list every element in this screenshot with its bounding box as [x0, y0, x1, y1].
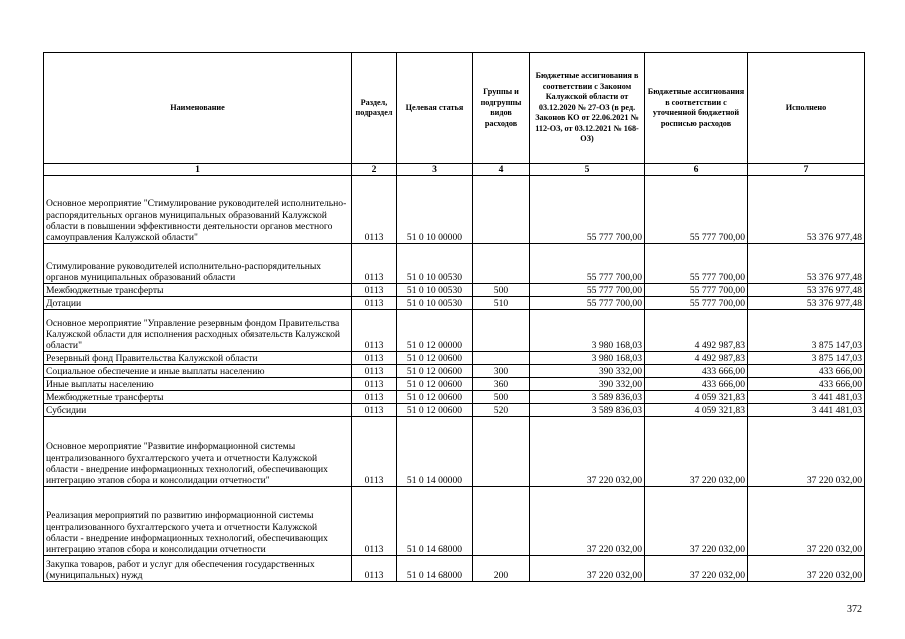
row-group: [473, 487, 530, 556]
header-executed: Исполнено: [748, 53, 865, 164]
row-group: 300: [473, 365, 530, 378]
row-group: 500: [473, 391, 530, 404]
row-refined: 4 492 987,83: [645, 352, 748, 365]
row-section: 0113: [352, 284, 397, 297]
row-group: 510: [473, 297, 530, 310]
row-section: 0113: [352, 244, 397, 284]
column-number: 6: [645, 164, 748, 176]
row-group: 500: [473, 284, 530, 297]
table-row: [44, 352, 865, 365]
budget-table: [43, 52, 865, 582]
row-section: 0113: [352, 365, 397, 378]
table-row: [44, 417, 865, 487]
row-law: 390 332,00: [530, 378, 645, 391]
row-target: 51 0 12 00600: [397, 378, 473, 391]
row-target: 51 0 10 00530: [397, 297, 473, 310]
row-name: Иные выплаты населению: [44, 378, 352, 391]
row-group: 360: [473, 378, 530, 391]
table-row: [44, 244, 865, 284]
header-refined: Бюджетные ассигнования в соответствии с уточненной бюджетной росписью расходов: [645, 53, 748, 164]
row-group: [473, 244, 530, 284]
row-target: 51 0 12 00600: [397, 391, 473, 404]
row-section: 0113: [352, 176, 397, 244]
row-group: [473, 310, 530, 352]
table-row: [44, 404, 865, 417]
row-law: 55 777 700,00: [530, 297, 645, 310]
row-refined: 55 777 700,00: [645, 244, 748, 284]
header-target: Целевая статья: [397, 53, 473, 164]
column-number: 1: [44, 164, 352, 176]
row-refined: 4 059 321,83: [645, 391, 748, 404]
row-executed: 53 376 977,48: [748, 284, 865, 297]
table-row: [44, 378, 865, 391]
row-law: 3 589 836,03: [530, 404, 645, 417]
row-executed: 53 376 977,48: [748, 297, 865, 310]
row-target: 51 0 12 00600: [397, 365, 473, 378]
column-number: 7: [748, 164, 865, 176]
row-executed: 37 220 032,00: [748, 417, 865, 487]
row-target: 51 0 12 00600: [397, 352, 473, 365]
row-refined: 37 220 032,00: [645, 487, 748, 556]
row-name: Стимулирование руководителей исполнительно-распорядительных органов муниципальных образований области: [44, 244, 352, 284]
row-law: 55 777 700,00: [530, 284, 645, 297]
row-target: 51 0 10 00530: [397, 284, 473, 297]
column-number: 3: [397, 164, 473, 176]
row-section: 0113: [352, 352, 397, 365]
row-law: 390 332,00: [530, 365, 645, 378]
row-refined: 433 666,00: [645, 378, 748, 391]
row-law: 37 220 032,00: [530, 417, 645, 487]
table-row: [44, 556, 865, 582]
row-executed: 3 875 147,03: [748, 352, 865, 365]
row-refined: 37 220 032,00: [645, 417, 748, 487]
header-name: Наименование: [44, 53, 352, 164]
row-group: [473, 352, 530, 365]
row-group: 200: [473, 556, 530, 582]
row-section: 0113: [352, 310, 397, 352]
row-law: 37 220 032,00: [530, 556, 645, 582]
row-name: Резервный фонд Правительства Калужской области: [44, 352, 352, 365]
row-target: 51 0 12 00000: [397, 310, 473, 352]
column-number: 4: [473, 164, 530, 176]
row-law: 55 777 700,00: [530, 176, 645, 244]
row-executed: 3 441 481,03: [748, 391, 865, 404]
header-section: Раздел, подраздел: [352, 53, 397, 164]
row-target: 51 0 10 00000: [397, 176, 473, 244]
row-refined: 4 059 321,83: [645, 404, 748, 417]
row-name: Межбюджетные трансферты: [44, 284, 352, 297]
column-number-row: [44, 164, 865, 176]
row-name: Межбюджетные трансферты: [44, 391, 352, 404]
row-executed: 37 220 032,00: [748, 556, 865, 582]
row-executed: 433 666,00: [748, 365, 865, 378]
row-executed: 53 376 977,48: [748, 176, 865, 244]
row-name: Основное мероприятие "Стимулирование руководителей исполнительно-распорядительных органов муниципальных образований Калужской области в повышении эффективности деятельности органов местного самоуправления Калужской области": [44, 176, 352, 244]
row-executed: 433 666,00: [748, 378, 865, 391]
row-target: 51 0 12 00600: [397, 404, 473, 417]
row-name: Социальное обеспечение и иные выплаты населению: [44, 365, 352, 378]
row-section: 0113: [352, 404, 397, 417]
row-refined: 55 777 700,00: [645, 297, 748, 310]
column-number: 2: [352, 164, 397, 176]
row-name: Закупка товаров, работ и услуг для обеспечения государственных (муниципальных) нужд: [44, 556, 352, 582]
row-executed: 3 875 147,03: [748, 310, 865, 352]
row-group: [473, 176, 530, 244]
row-target: 51 0 14 68000: [397, 487, 473, 556]
row-executed: 53 376 977,48: [748, 244, 865, 284]
table-row: [44, 391, 865, 404]
row-refined: 55 777 700,00: [645, 176, 748, 244]
row-law: 37 220 032,00: [530, 487, 645, 556]
table-row: [44, 284, 865, 297]
row-name: Основное мероприятие "Развитие информационной системы централизованного бухгалтерского учета и отчетности Калужской области - внедрение информационных технологий, обеспечивающих интеграцию этапов сбора и консолидации отчетности": [44, 417, 352, 487]
row-section: 0113: [352, 417, 397, 487]
row-target: 51 0 14 68000: [397, 556, 473, 582]
row-executed: 3 441 481,03: [748, 404, 865, 417]
row-section: 0113: [352, 556, 397, 582]
row-refined: 37 220 032,00: [645, 556, 748, 582]
row-law: 3 980 168,03: [530, 310, 645, 352]
header-row: [44, 53, 865, 164]
row-target: 51 0 10 00530: [397, 244, 473, 284]
row-section: 0113: [352, 487, 397, 556]
table-row: [44, 310, 865, 352]
column-number: 5: [530, 164, 645, 176]
table-row: [44, 297, 865, 310]
table-row: [44, 176, 865, 244]
row-name: Дотации: [44, 297, 352, 310]
row-refined: 4 492 987,83: [645, 310, 748, 352]
table-row: [44, 487, 865, 556]
row-target: 51 0 14 00000: [397, 417, 473, 487]
row-section: 0113: [352, 378, 397, 391]
row-law: 3 589 836,03: [530, 391, 645, 404]
row-section: 0113: [352, 297, 397, 310]
row-name: Реализация мероприятий по развитию информационной системы централизованного бухгалтерского учета и отчетности Калужской области - внедрение информационных технологий, обеспечивающих интеграцию этапов сбора и консолидации отчетности: [44, 487, 352, 556]
header-law: Бюджетные ассигнования в соответствии с Законом Калужской области от 03.12.2020 № 27-ОЗ (в ред. Законов КО от 22.06.2021 № 112-ОЗ, от 03.12.2021 № 168-ОЗ): [530, 53, 645, 164]
row-refined: 433 666,00: [645, 365, 748, 378]
row-law: 55 777 700,00: [530, 244, 645, 284]
row-refined: 55 777 700,00: [645, 284, 748, 297]
header-groups: Группы и подгруппы видов расходов: [473, 53, 530, 164]
row-section: 0113: [352, 391, 397, 404]
page-number: 372: [847, 604, 862, 615]
row-group: 520: [473, 404, 530, 417]
row-name: Субсидии: [44, 404, 352, 417]
row-executed: 37 220 032,00: [748, 487, 865, 556]
row-name: Основное мероприятие "Управление резервным фондом Правительства Калужской области для исполнения расходных обязательств Калужской области": [44, 310, 352, 352]
row-law: 3 980 168,03: [530, 352, 645, 365]
table-row: [44, 365, 865, 378]
row-group: [473, 417, 530, 487]
